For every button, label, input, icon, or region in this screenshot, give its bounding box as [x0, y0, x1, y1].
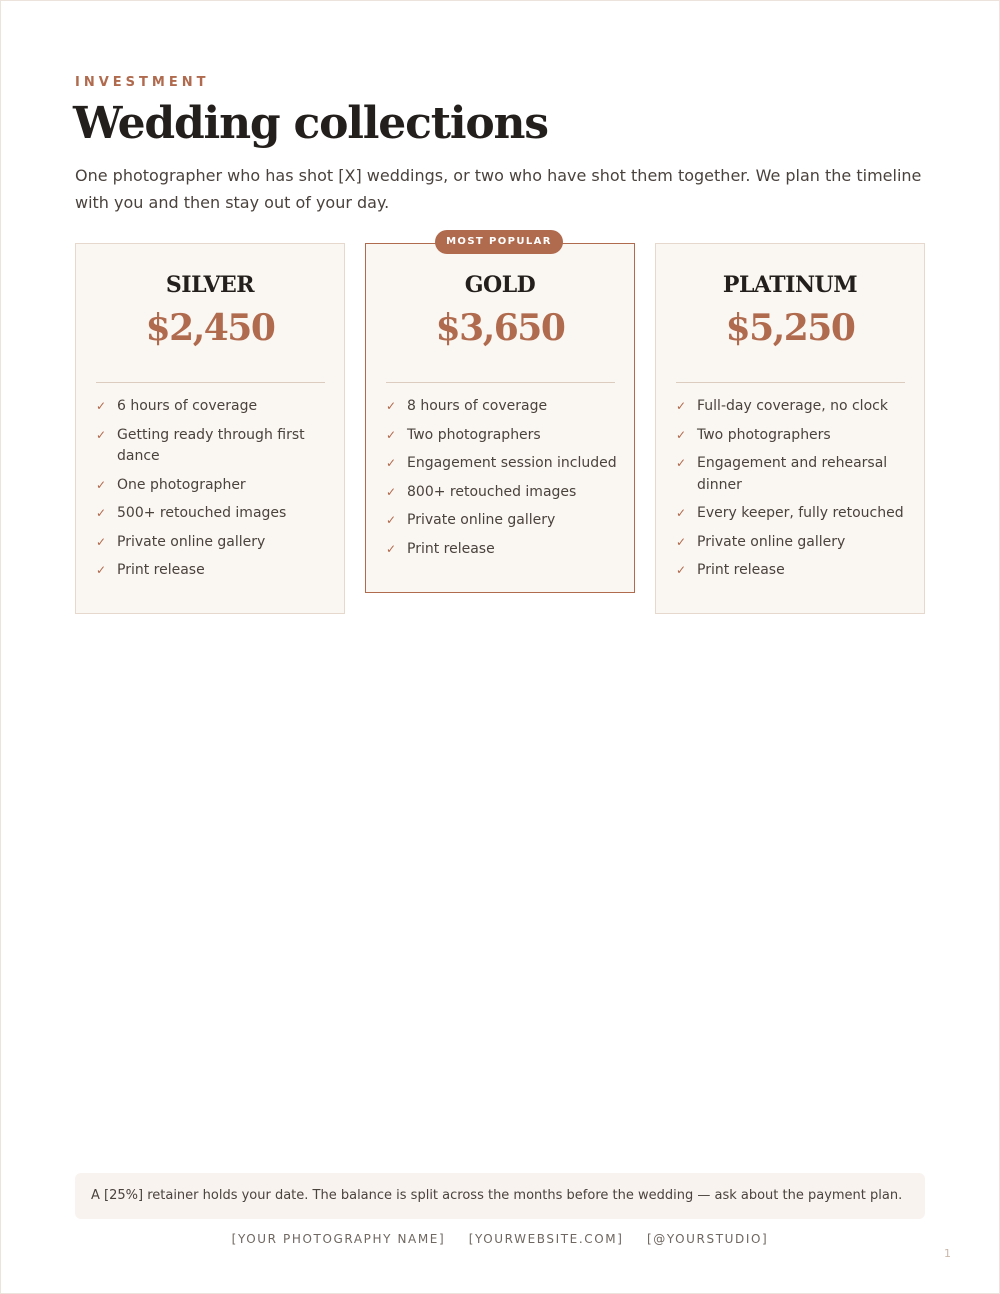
retainer-note: A [25%] retainer holds your date. The balance is split across the months before the wedding — ask about the payment plan. — [75, 1173, 925, 1219]
feature-item — [96, 396, 331, 418]
feature-text: Getting ready through first dance — [117, 426, 305, 464]
section-eyebrow: INVESTMENT — [75, 75, 210, 90]
most-popular-badge: MOST POPULAR — [435, 230, 563, 254]
feature-text: 8 hours of coverage — [407, 398, 548, 414]
feature-item — [386, 510, 621, 532]
check-icon: ✓ — [386, 541, 397, 556]
divider — [386, 382, 615, 383]
feature-text: Engagement session included — [407, 455, 617, 471]
feature-text: Every keeper, fully retouched — [697, 505, 904, 521]
feature-text: 500+ retouched images — [117, 505, 287, 521]
check-icon: ✓ — [676, 427, 687, 442]
check-icon: ✓ — [96, 506, 107, 520]
feature-item — [676, 425, 911, 447]
feature-item — [386, 425, 621, 447]
feature-item — [386, 453, 621, 475]
feature-text: One photographer — [117, 476, 246, 493]
divider — [96, 382, 325, 383]
tier-price: $3,650 — [435, 307, 565, 349]
feature-text: 800+ retouched images — [407, 483, 577, 500]
feature-item — [96, 560, 331, 582]
divider — [676, 382, 905, 383]
feature-text: Private online gallery — [697, 533, 846, 550]
footer-website: [YOURWEBSITE.COM] — [468, 1232, 624, 1246]
feature-text: Engagement and rehearsal dinner — [697, 455, 888, 493]
check-icon: ✓ — [386, 399, 397, 413]
feature-text: Print release — [697, 562, 785, 578]
feature-list — [386, 396, 621, 567]
feature-item — [676, 503, 911, 525]
check-icon: ✓ — [96, 399, 107, 413]
tier-name: SILVER — [165, 272, 255, 298]
check-icon: ✓ — [676, 563, 687, 577]
feature-item — [386, 539, 621, 561]
check-icon: ✓ — [386, 456, 397, 470]
feature-item — [676, 453, 911, 496]
check-icon: ✓ — [96, 563, 107, 577]
feature-text: Full-day coverage, no clock — [697, 398, 888, 414]
check-icon: ✓ — [386, 513, 397, 527]
feature-text: Private online gallery — [117, 533, 266, 550]
tier-card-gold — [365, 243, 635, 593]
page-title: Wedding collections — [73, 98, 548, 149]
feature-item — [96, 503, 331, 525]
feature-item — [676, 396, 911, 418]
feature-item — [676, 532, 911, 554]
footer-contact — [75, 1232, 925, 1246]
check-icon: ✓ — [96, 534, 107, 549]
feature-item — [96, 425, 331, 468]
check-icon: ✓ — [676, 456, 687, 470]
feature-text: Print release — [407, 540, 495, 557]
feature-item — [676, 560, 911, 582]
intro-paragraph: One photographer who has shot [X] weddings, or two who have shot them together. We plan the timeline with you and then stay out of your day. — [75, 166, 922, 212]
feature-text: Print release — [117, 562, 205, 578]
check-icon: ✓ — [386, 427, 397, 442]
feature-item — [386, 482, 621, 504]
footer-studio-name: [YOUR PHOTOGRAPHY NAME] — [231, 1232, 446, 1246]
check-icon: ✓ — [676, 506, 687, 520]
tier-price: $2,450 — [145, 307, 275, 349]
feature-item — [96, 475, 331, 497]
feature-text: 6 hours of coverage — [117, 398, 258, 414]
tier-card-silver — [75, 243, 345, 614]
feature-list — [96, 396, 331, 589]
check-icon: ✓ — [676, 399, 687, 413]
footer-social-handle: [@YOURSTUDIO] — [646, 1232, 769, 1246]
page-number: 1 — [944, 1247, 951, 1260]
check-icon: ✓ — [96, 427, 107, 442]
feature-item — [386, 396, 621, 418]
tier-price: $5,250 — [725, 307, 855, 349]
check-icon: ✓ — [96, 477, 107, 492]
feature-text: Private online gallery — [407, 512, 556, 528]
tier-name: PLATINUM — [722, 272, 858, 298]
check-icon: ✓ — [676, 534, 687, 549]
feature-list — [676, 396, 911, 589]
feature-item — [96, 532, 331, 554]
check-icon: ✓ — [386, 484, 397, 499]
tier-card-platinum — [655, 243, 925, 614]
feature-text: Two photographers — [407, 426, 541, 443]
feature-text: Two photographers — [697, 426, 831, 443]
tier-name: GOLD — [464, 272, 536, 298]
